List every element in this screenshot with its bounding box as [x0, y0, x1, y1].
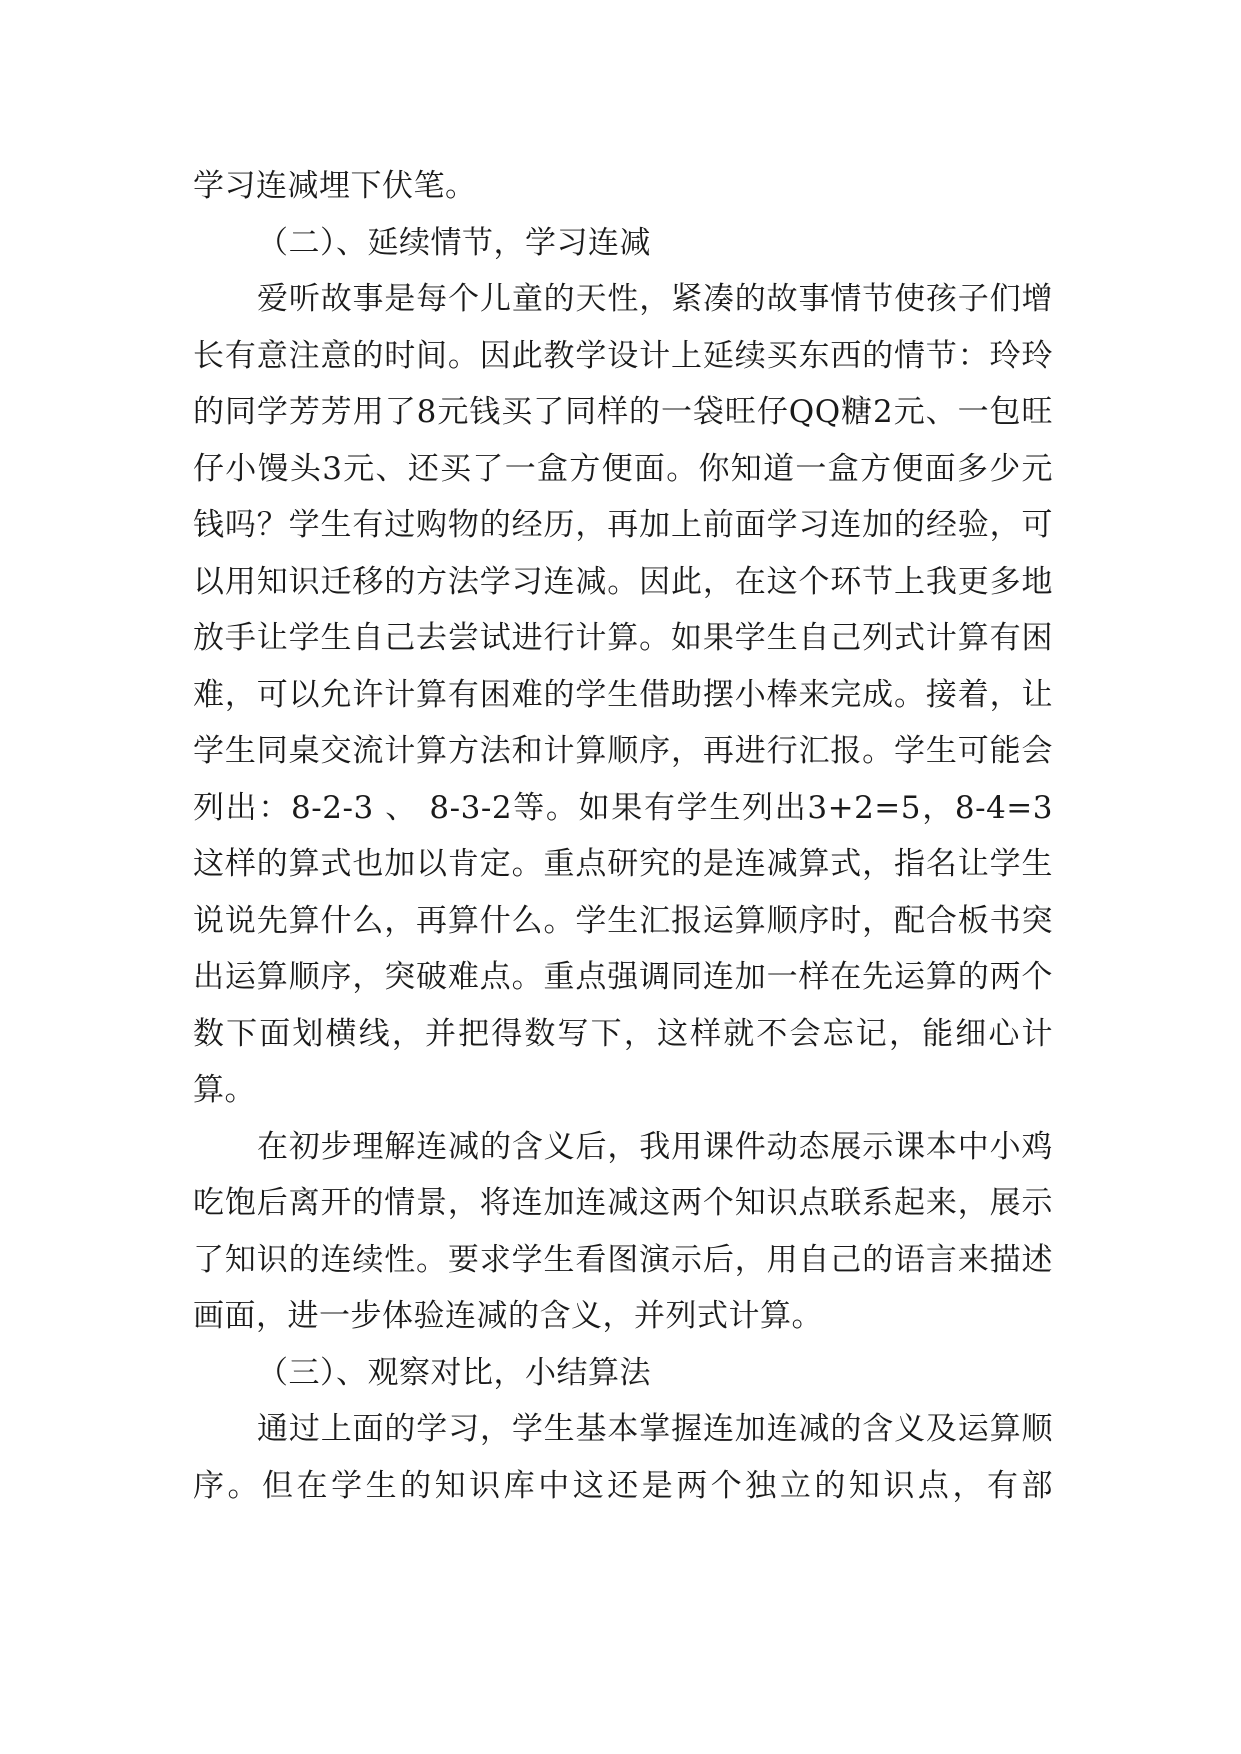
paragraph-courseware: 在初步理解连减的含义后，我用课件动态展示课本中小鸡吃饱后离开的情景，将连加连减这两个知识点联系起来，展示了知识的连续性。要求学生看图演示后，用自己的语言来描述画面，进一步体验连减的含义，并列式计算。: [193, 1128, 1053, 1334]
section-heading-two: （二）、延续情节，学习连减: [257, 224, 651, 261]
document-body: [193, 158, 1053, 1514]
paragraph-summary: 通过上面的学习，学生基本掌握连加连减的含义及运算顺序。但在学生的知识库中这还是两个独立的知识点，有部: [193, 1411, 1053, 1504]
paragraph-story-plot: 爱听故事是每个儿童的天性，紧凑的故事情节使孩子们增长有意注意的时间。因此教学设计上延续买东西的情节：玲玲的同学芳芳用了8元钱买了同样的一袋旺仔QQ糖2元、一包旺仔小馒头3元、还买了一盒方便面。你知道一盒方便面多少元钱吗？学生有过购物的经历，再加上前面学习连加的经验，可以用知识迁移的方法学习连减。因此，在这个环节上我更多地放手让学生自己去尝试进行计算。如果学生自己列式计算有困难，可以允许计算有困难的学生借助摆小棒来完成。接着，让学生同桌交流计算方法和计算顺序，再进行汇报。学生可能会列出：8-2-3 、 8-3-2等。如果有学生列出3+2=5，8-4=3这样的算式也加以肯定。重点研究的是连减算式，指名让学生说说先算什么，再算什么。学生汇报运算顺序时，配合板书突出运算顺序，突破难点。重点强调同连加一样在先运算的两个数下面划横线，并把得数写下，这样就不会忘记，能细心计算。: [193, 281, 1053, 1108]
section-heading-three: （三）、观察对比，小结算法: [257, 1354, 651, 1391]
paragraph-continuation: 学习连减埋下伏笔。: [193, 168, 477, 204]
